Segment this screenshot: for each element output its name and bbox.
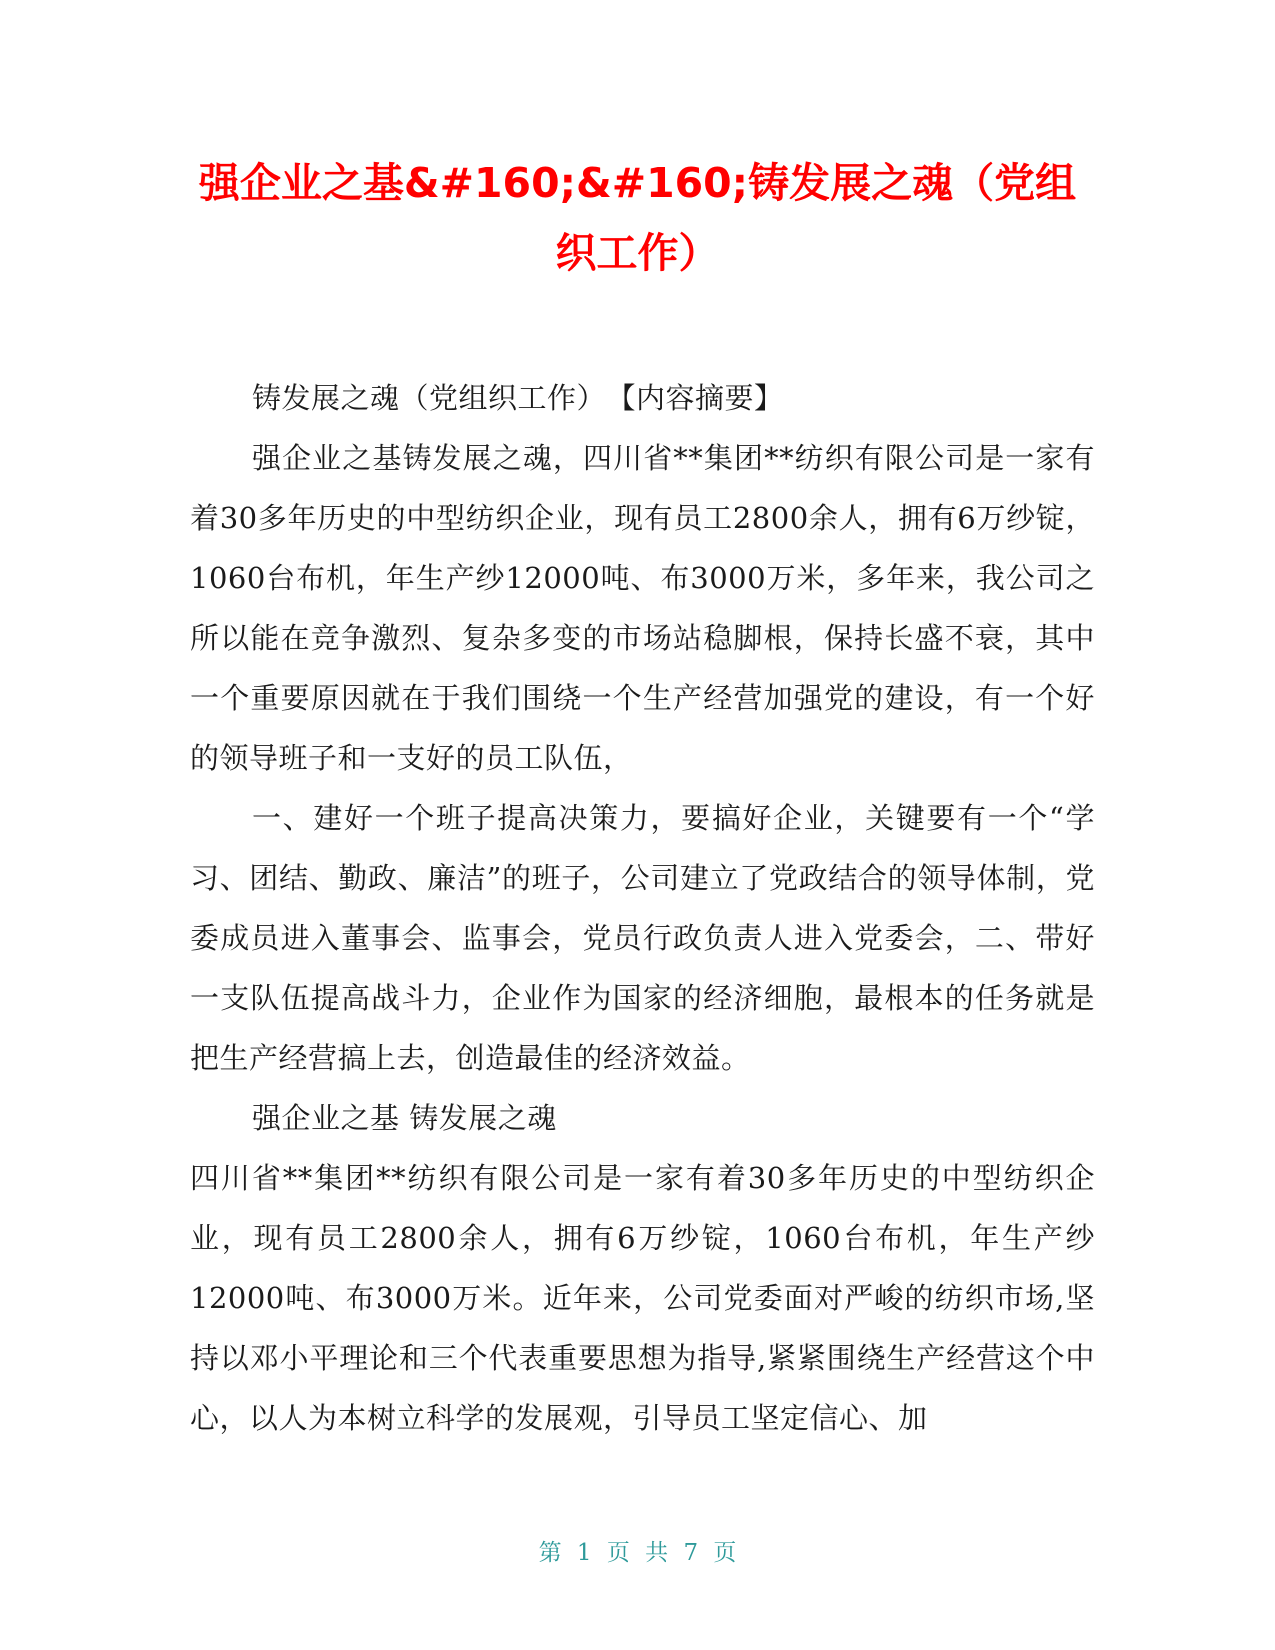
paragraph-intro: 强企业之基铸发展之魂，四川省**集团**纺织有限公司是一家有着30多年历史的中型纺织企业，现有员工2800余人，拥有6万纱锭，1060台布机，年生产纱12000吨、布3000万米，多年来，我公司之所以能在竞争激烈、复杂多变的市场站稳脚根，保持长盛不衰，其中一个重要原因就在于我们围绕一个生产经营加强党的建设，有一个好的领导班子和一支好的员工队伍， (190, 441, 1095, 775)
document-title: 强企业之基&#160;&#160;铸发展之魂（党组织工作） (198, 159, 1077, 277)
paragraph-section-one: 一、建好一个班子提高决策力，要搞好企业，关键要有一个“学习、团结、勤政、廉洁”的班子，公司建立了党政结合的领导体制，党委成员进入董事会、监事会，党员行政负责人进入党委会，二、带好一支队伍提高战斗力，企业作为国家的经济细胞，最根本的任务就是把生产经营搞上去，创造最佳的经济效益。 (190, 801, 1095, 1075)
page-footer: 第 1 页 共 7 页 (538, 1540, 737, 1566)
subheading: 强企业之基 铸发展之魂 (252, 1101, 557, 1135)
document-body (190, 368, 1095, 1448)
abstract-heading: 铸发展之魂（党组织工作） 【内容摘要】 (252, 381, 784, 415)
paragraph-company: 四川省**集团**纺织有限公司是一家有着30多年历史的中型纺织企业，现有员工2800余人，拥有6万纱锭，1060台布机，年生产纱12000吨、布3000万米。近年来，公司党委面对严峻的纺织市场,坚持以邓小平理论和三个代表重要思想为指导,紧紧围绕生产经营这个中心，以人为本树立科学的发展观，引导员工坚定信心、加 (190, 1161, 1095, 1435)
